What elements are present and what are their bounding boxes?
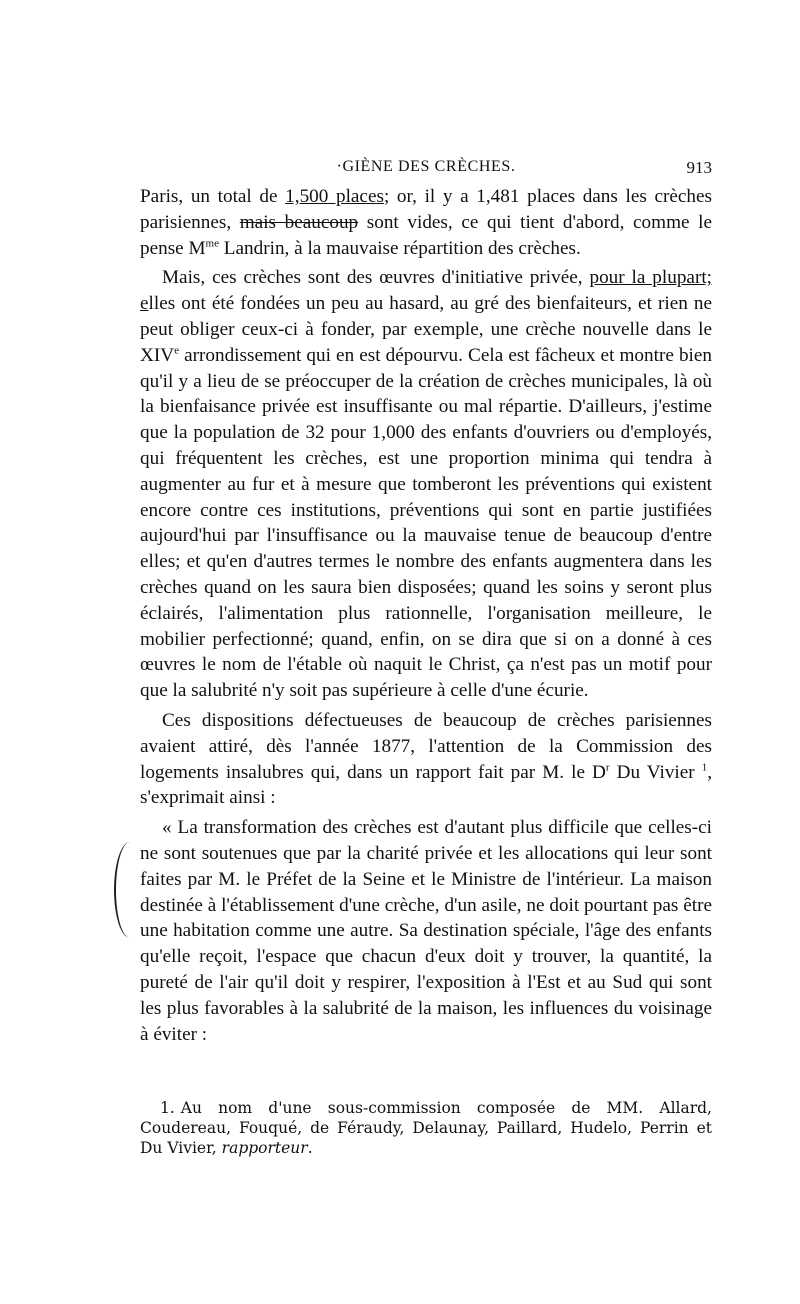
paragraph-2-text-a: Mais, ces crèches sont des œuvres d'initiative privée, bbox=[162, 267, 590, 289]
paragraph-2-text-e: arrondissement qui en est dépourvu. Cela est fâcheux et montre bien qu'il y a lieu de se préoccuper de la création de crèches municipales, là où la bienfaisance privée est insuffisante ou mal répartie. D'ailleurs, j'estime que la population de 32 pour 1,000 des enfants d'ouvriers ou d'employés, qui fréquentent les crèches, est une proportion minima qui tendra à augmenter au fur et à mesure que tomberont les préventions qui existent encore contre ces institutions, préventions qui sont en partie justifiées aujourd'hui par l'insuffisance ou la mauvaise tenue de beaucoup d'entre elles; et qu'en d'autres termes le nombre des enfants augmentera dans les crèches quand on les saura bien disposées; quand les soins y seront plus éclairés, l'alimentation plus rationnelle, l'organisation meilleure, le mobilier perfectionné; quand, enfin, on se dira que si on a donné à ces œuvres le nom de l'étable où naquit le Christ, ça n'est pas un motif pour que la salubrité n'y soit pas supérieure à celle d'une écurie. bbox=[140, 344, 712, 702]
underlined-pour-la-plupart: pour la plupart; e bbox=[140, 267, 712, 315]
superscript-e: e bbox=[174, 344, 179, 357]
paragraph-3-text-e: , s'exprimait ainsi : bbox=[140, 761, 712, 809]
footnote-text: Au nom d'une sous-commission composée de MM. Allard, Coudereau, Fouqué, de Féraudy, Delaunay, Paillard, Hudelo, Perrin et Du Vivier, bbox=[140, 1099, 712, 1157]
margin-bracket-mark bbox=[114, 842, 146, 938]
superscript-me: me bbox=[205, 237, 219, 250]
paragraph-1-text-e: sont vides, ce qui tient d'abord, comme le pense M bbox=[140, 211, 712, 259]
footnote-reference: 1 bbox=[701, 761, 708, 774]
quotation-paragraph: « La transformation des crèches est d'autant plus difficile que celles-ci ne sont soutenues que par la charité privée et les allocations qui leur sont faites par M. le Préfet de la Seine et le Ministre de l'intérieur. La maison destinée à l'établissement d'une crèche, d'un asile, ne doit pourtant pas être une habitation comme une autre. Sa destination spéciale, l'âge des enfants qu'elle reçoit, l'espace que chacun d'eux doit y trouver, la quantité, la pureté de l'air qu'il doit y respirer, l'exposition à l'Est et au Sud qui sont les plus favorables à la salubrité de la maison, les influences du voisinage à éviter : bbox=[140, 817, 712, 1045]
footnote-number: 1. bbox=[160, 1099, 175, 1117]
superscript-r: r bbox=[605, 761, 610, 774]
paragraph-1-text-c: ; or, il y a 1,481 places dans les crèches parisiennes, bbox=[140, 186, 712, 233]
footnote-role: rapporteur bbox=[221, 1139, 308, 1157]
struck-text: mais beaucoup bbox=[239, 211, 359, 233]
underlined-places: 1,500 places bbox=[285, 186, 384, 207]
footnote bbox=[140, 1098, 712, 1158]
page-header bbox=[140, 158, 712, 182]
paragraph-3-text-a: Ces dispositions défectueuses de beaucoup de crèches parisiennes avaient attiré, dès l'année 1877, l'attention de la Commission des logements insalubres qui, dans un rapport fait par M. le D bbox=[140, 709, 712, 783]
paragraph-2 bbox=[140, 265, 712, 704]
paragraph-1-text-a: Paris, un total de bbox=[140, 186, 286, 207]
paragraph-3-text-c: Du Vivier bbox=[609, 761, 702, 783]
paragraph-2-text-c: lles ont été fondées un peu au hasard, au gré des bienfaiteurs, et rien ne peut obliger ceux-ci à fonder, par exemple, une crèche nouvelle dans le XIV bbox=[140, 293, 712, 366]
paragraph-3 bbox=[140, 708, 712, 811]
running-title: ·GIÈNE DES CRÈCHES. bbox=[336, 158, 516, 175]
page-number: 913 bbox=[686, 158, 712, 177]
paragraph-1-text-g: Landrin, à la mauvaise répartition des crèches. bbox=[219, 237, 581, 259]
paragraph-1 bbox=[140, 184, 712, 261]
footnote-end: . bbox=[307, 1139, 313, 1157]
body-text bbox=[140, 184, 712, 1047]
